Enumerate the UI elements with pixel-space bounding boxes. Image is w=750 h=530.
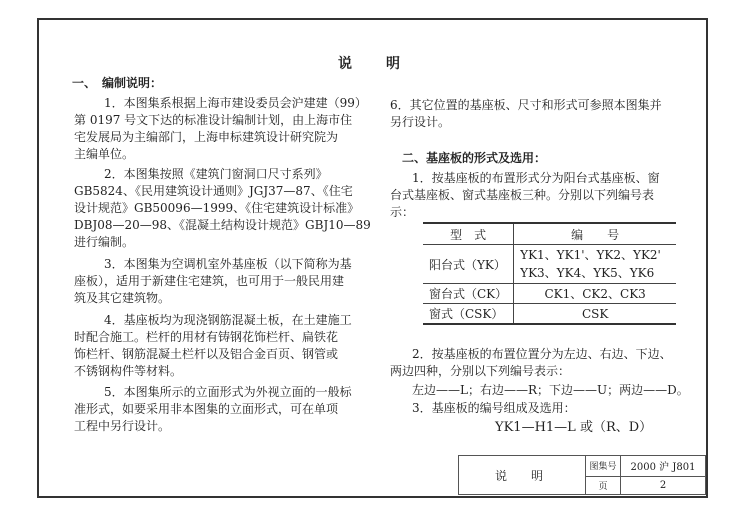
position-codes-line: 左边——L；右边——R；下边——U；两边——D。 [412,383,689,397]
code-cell [514,245,677,284]
p1-line: 1．本图集系根据上海市建设委员会沪建建（99） [104,96,367,110]
code-cell: CSK [514,304,677,325]
p4-line: 时配合施工。栏杆的用材有铸钢花饰栏杆、扁铁花 [74,330,339,344]
p6-line: 另行设计。 [390,115,451,129]
p2-line: 2．本图集按照《建筑门窗洞口尺寸系列》 [104,167,328,181]
p2-line: DBJ08—20—98、《混凝土结构设计规范》GBJ10—89 [74,218,371,232]
title-block-name: 说 明 [459,456,586,495]
p3-line: 筑及其它建筑物。 [74,291,171,305]
p1-line: 宅发展局为主编部门，上海申标建筑设计研究院为 [74,130,339,144]
p2-line: GB5824、《民用建筑设计通则》JGJ37—87、《住宅 [74,184,353,198]
s2p1-line: 1．按基座板的布置形式分为阳台式基座板、窗 [412,171,660,185]
page-label: 页 [586,476,621,494]
p4-line: 不锈钢构件等材料。 [74,364,183,378]
code-formula: YK1—H1—L 或（R、D） [495,420,653,435]
s2p1-line: 台式基座板、窗式基座板三种。分别以下列编号表 [390,188,655,202]
table-row [423,245,676,284]
p5-line: 准形式，如要采用非本图集的立面形式，可在单项 [74,402,339,416]
code-cell: CK1、CK2、CK3 [514,284,677,304]
p3-line: 座板），适用于新建住宅建筑，也可用于一般民用建 [74,274,345,288]
table-row [423,304,676,325]
p1-line: 主编单位。 [74,147,135,161]
code-line: YK1、YK1'、YK2、YK2' [520,248,661,262]
type-cell: 窗式（CSK） [423,304,514,325]
page-title: 说 明 [338,56,402,72]
p5-line: 工程中另行设计。 [74,419,171,433]
table-header-code: 编 号 [514,223,677,245]
atlas-number-label: 图集号 [586,456,621,477]
page-number: 2 [621,476,706,494]
s2p3-line: 3．基座板的编号组成及选用： [412,401,576,415]
p3-line: 3．本图集为空调机室外基座板（以下简称为基 [104,257,352,271]
p2-line: 进行编制。 [74,235,135,249]
p1-line: 第 0197 号文下达的标准设计编制计划，由上海市住 [74,113,353,127]
title-block [458,455,706,495]
p4-line: 4．基座板均为现浇钢筋混凝土板，在土建施工 [104,313,352,327]
type-code-table [423,222,676,325]
s2p1-line: 示： [390,205,415,219]
p2-line: 设计规范》GB50096—1999、《住宅建筑设计标准》 [74,201,360,215]
s2p2-line: 两边四种，分别以下列编号表示： [390,364,571,378]
p4-line: 饰栏杆、钢筋混凝土栏杆以及铝合金百页、钢管或 [74,347,339,361]
type-cell: 阳台式（YK） [423,245,514,284]
section1-heading: 一、 编制说明： [72,76,163,90]
type-cell: 窗台式（CK） [423,284,514,304]
table-row [423,284,676,304]
table-header-type: 型 式 [423,223,514,245]
p5-line: 5．本图集所示的立面形式为外视立面的一般标 [104,385,352,399]
section2-heading: 二、基座板的形式及选用： [402,151,547,165]
atlas-number: 2000 沪 J801 [621,456,706,477]
code-line: YK3、YK4、YK5、YK6 [520,266,655,280]
p6-line: 6．其它位置的基座板、尺寸和形式可参照本图集并 [390,98,662,112]
s2p2-line: 2．按基座板的布置位置分为左边、右边、下边、 [412,347,672,361]
